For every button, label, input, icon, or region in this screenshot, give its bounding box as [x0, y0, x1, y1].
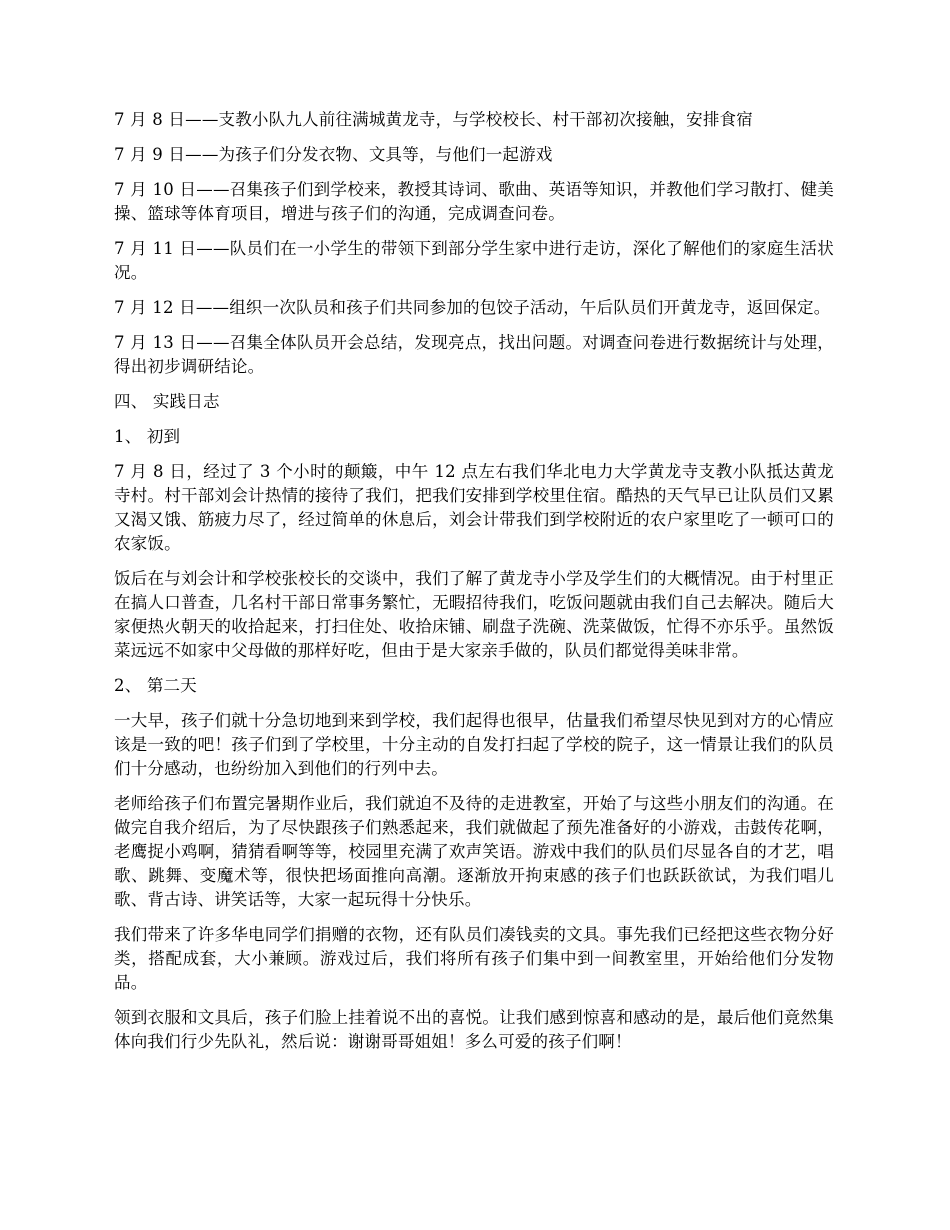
schedule-item-jul-9: 7 月 9 日——为孩子们分发衣物、文具等，与他们一起游戏	[114, 145, 553, 164]
body-paragraph: 老师给孩子们布置完暑期作业后，我们就迫不及待的走进教室，开始了与这些小朋友们的沟通。在做完自我介绍后，为了尽快跟孩子们熟悉起来，我们就做起了预先准备好的小游戏，击鼓传花啊，老鹰捉小鸡啊，猜猜看啊等等，校园里充满了欢声笑语。游戏中我们的队员们尽显各自的才艺，唱歌、跳舞、变魔术等，很快把场面推向高潮。逐渐放开拘束感的孩子们也跃跃欲试，为我们唱儿歌、背古诗、讲笑话等，大家一起玩得十分快乐。	[114, 794, 834, 909]
subheading-arrival: 1、 初到	[114, 427, 181, 446]
body-paragraph: 7 月 8 日，经过了 3 个小时的颠簸，中午 12 点左右我们华北电力大学黄龙寺支教小队抵达黄龙寺村。村干部刘会计热情的接待了我们，把我们安排到学校里住宿。酷热的天气早已让队员们又累又渴又饿、筋疲力尽了，经过简单的休息后，刘会计带我们到学校附近的农户家里吃了一顿可口的农家饭。	[114, 462, 834, 553]
schedule-item-jul-8: 7 月 8 日——支教小队九人前往满城黄龙寺，与学校校长、村干部初次接触，安排食宿	[114, 110, 753, 129]
body-paragraph: 领到衣服和文具后，孩子们脸上挂着说不出的喜悦。让我们感到惊喜和感动的是，最后他们竟然集体向我们行少先队礼，然后说：谢谢哥哥姐姐！多么可爱的孩子们啊！	[114, 1008, 834, 1051]
body-paragraph: 我们带来了许多华电同学们捐赠的衣物，还有队员们凑钱卖的文具。事先我们已经把这些衣物分好类，搭配成套，大小兼顾。游戏过后，我们将所有孩子们集中到一间教室里，开始给他们分发物品。	[114, 925, 834, 992]
schedule-item-jul-10: 7 月 10 日——召集孩子们到学校来，教授其诗词、歌曲、英语等知识，并教他们学习散打、健美操、篮球等体育项目，增进与孩子们的沟通，完成调查问卷。	[114, 180, 834, 223]
body-paragraph: 饭后在与刘会计和学校张校长的交谈中，我们了解了黄龙寺小学及学生们的大概情况。由于村里正在搞人口普查，几名村干部日常事务繁忙，无暇招待我们，吃饭问题就由我们自己去解决。随后大家便热火朝天的收拾起来，打扫住处、收拾床铺、刷盘子洗碗、洗菜做饭，忙得不亦乐乎。虽然饭菜远远不如家中父母做的那样好吃，但由于是大家亲手做的，队员们都觉得美味非常。	[114, 569, 834, 660]
subheading-second-day: 2、 第二天	[114, 676, 197, 695]
schedule-item-jul-13: 7 月 13 日——召集全体队员开会总结，发现亮点，找出问题。对调查问卷进行数据统计与处理，得出初步调研结论。	[114, 333, 834, 376]
body-paragraph: 一大早，孩子们就十分急切地到来到学校，我们起得也很早，估量我们希望尽快见到对方的心情应该是一致的吧！孩子们到了学校里，十分主动的自发打扫起了学校的院子，这一情景让我们的队员们十分感动，也纷纷加入到他们的行列中去。	[114, 711, 834, 778]
section-heading-practice-log: 四、 实践日志	[114, 392, 220, 411]
document-page	[114, 108, 834, 1065]
schedule-item-jul-12: 7 月 12 日——组织一次队员和孩子们共同参加的包饺子活动，午后队员们开黄龙寺，返回保定。	[114, 298, 831, 317]
schedule-item-jul-11: 7 月 11 日——队员们在一小学生的带领下到部分学生家中进行走访，深化了解他们的家庭生活状况。	[114, 239, 834, 282]
